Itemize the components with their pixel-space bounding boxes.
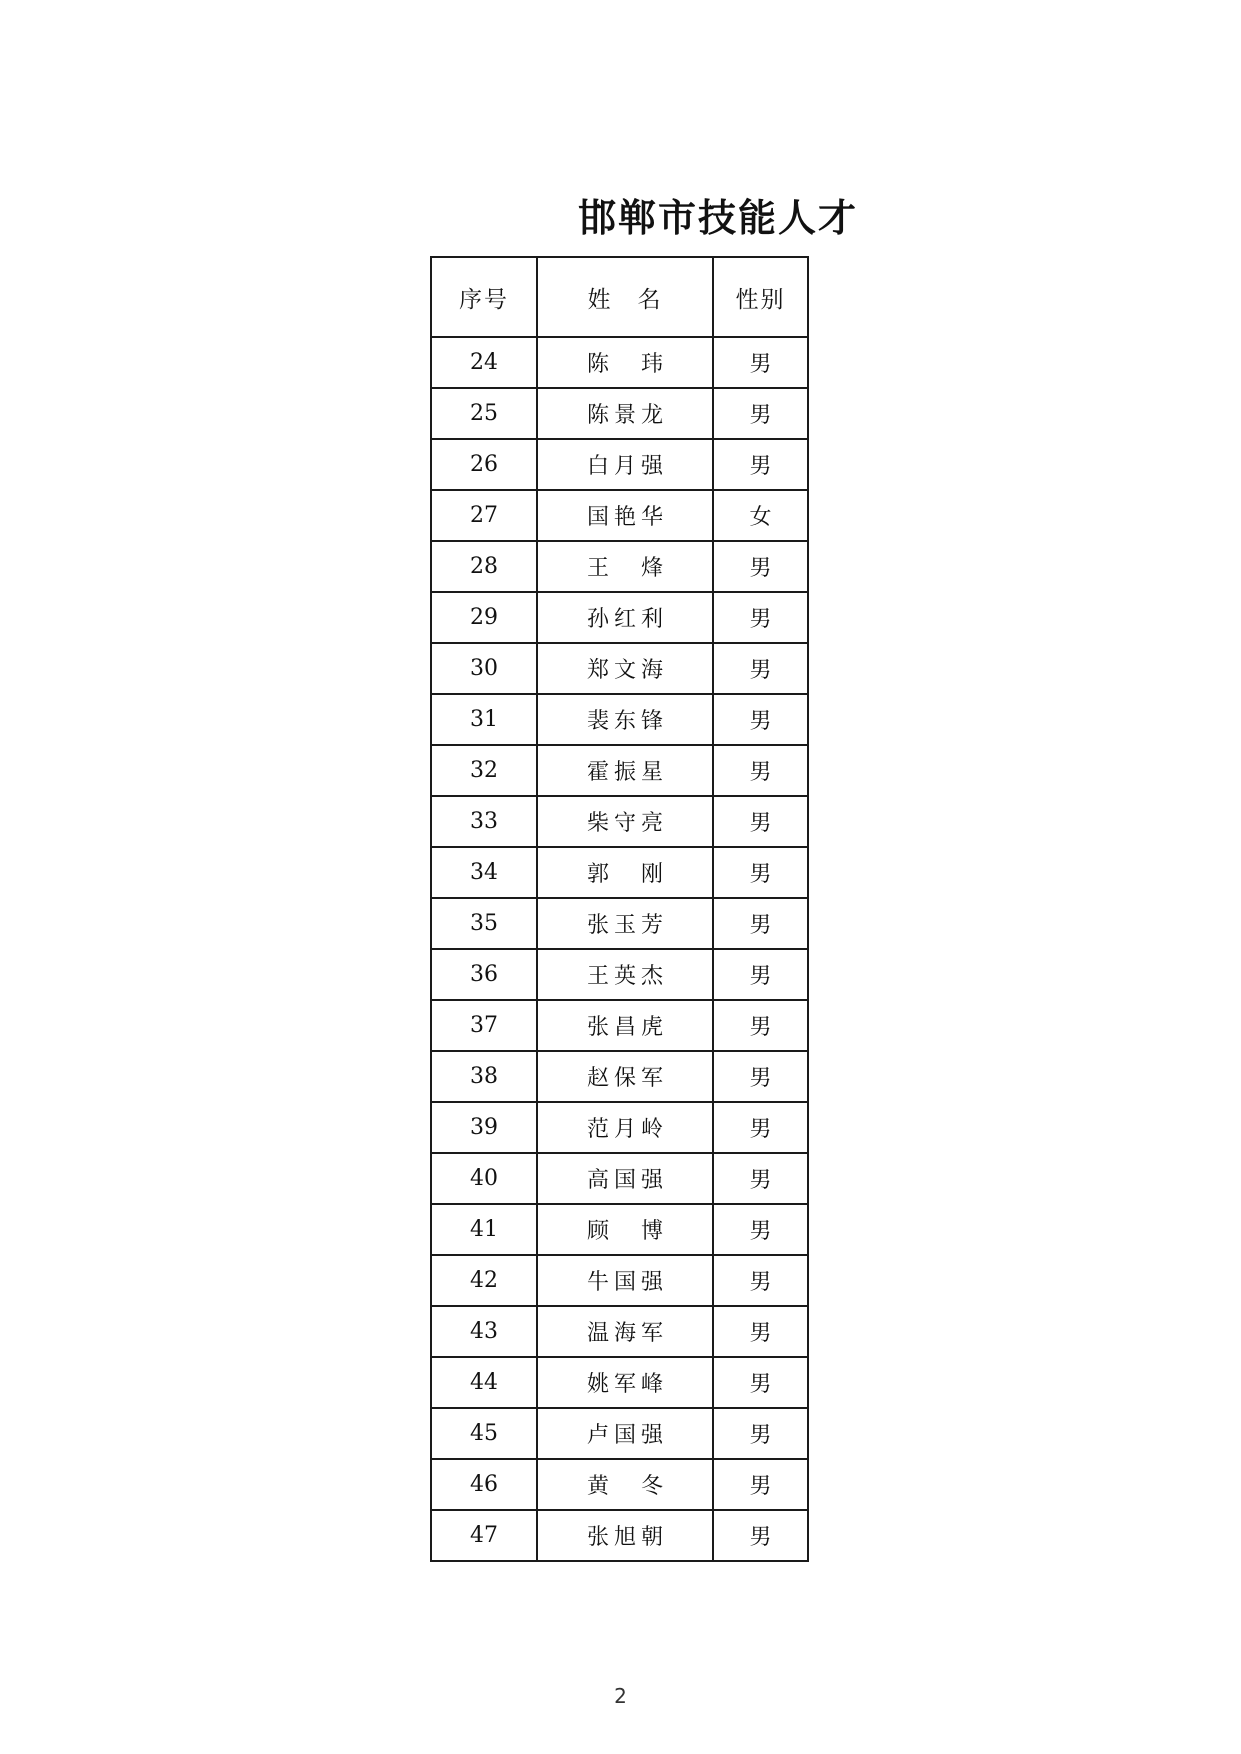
cell-name: 郑文海: [537, 643, 713, 694]
table-row: [431, 1000, 808, 1051]
table-row: [431, 1357, 808, 1408]
document-title: 邯郸市技能人才: [578, 196, 859, 240]
cell-seq: 38: [431, 1051, 537, 1102]
cell-name: 陈 玮: [537, 337, 713, 388]
document-title-region: [578, 190, 859, 250]
cell-gender: 男: [713, 1357, 808, 1408]
table-row: [431, 694, 808, 745]
cell-seq: 46: [431, 1459, 537, 1510]
cell-gender: 男: [713, 1051, 808, 1102]
cell-seq: 24: [431, 337, 537, 388]
cell-name: 孙红利: [537, 592, 713, 643]
table-row: [431, 439, 808, 490]
table-row: [431, 1102, 808, 1153]
page-number: 2: [614, 1684, 627, 1708]
cell-seq: 29: [431, 592, 537, 643]
cell-name: 王 烽: [537, 541, 713, 592]
table-row: [431, 847, 808, 898]
cell-seq: 30: [431, 643, 537, 694]
cell-gender: 男: [713, 898, 808, 949]
table-row: [431, 745, 808, 796]
cell-gender: 男: [713, 388, 808, 439]
table-row: [431, 1204, 808, 1255]
cell-name: 白月强: [537, 439, 713, 490]
cell-seq: 44: [431, 1357, 537, 1408]
roster-table: [430, 256, 809, 1562]
table-row: [431, 1510, 808, 1561]
cell-name: 卢国强: [537, 1408, 713, 1459]
table-row: [431, 1306, 808, 1357]
cell-gender: 男: [713, 1306, 808, 1357]
cell-name: 张昌虎: [537, 1000, 713, 1051]
table-row: [431, 388, 808, 439]
cell-name: 国艳华: [537, 490, 713, 541]
cell-seq: 25: [431, 388, 537, 439]
cell-gender: 男: [713, 1000, 808, 1051]
cell-gender: 男: [713, 694, 808, 745]
cell-name: 王英杰: [537, 949, 713, 1000]
cell-name: 顾 博: [537, 1204, 713, 1255]
cell-name: 黄 冬: [537, 1459, 713, 1510]
table-row: [431, 796, 808, 847]
cell-seq: 28: [431, 541, 537, 592]
table-row: [431, 592, 808, 643]
cell-seq: 37: [431, 1000, 537, 1051]
cell-seq: 47: [431, 1510, 537, 1561]
cell-gender: 男: [713, 337, 808, 388]
cell-name: 柴守亮: [537, 796, 713, 847]
table-header-row: [431, 257, 808, 337]
cell-name: 高国强: [537, 1153, 713, 1204]
cell-gender: 男: [713, 1102, 808, 1153]
cell-seq: 34: [431, 847, 537, 898]
cell-gender: 男: [713, 1255, 808, 1306]
cell-gender: 男: [713, 1153, 808, 1204]
cell-seq: 35: [431, 898, 537, 949]
cell-name: 裴东锋: [537, 694, 713, 745]
cell-gender: 男: [713, 1204, 808, 1255]
table-row: [431, 1153, 808, 1204]
table-row: [431, 643, 808, 694]
cell-name: 赵保军: [537, 1051, 713, 1102]
cell-seq: 31: [431, 694, 537, 745]
cell-seq: 40: [431, 1153, 537, 1204]
cell-name: 张玉芳: [537, 898, 713, 949]
cell-seq: 26: [431, 439, 537, 490]
header-seq: 序号: [431, 257, 537, 337]
header-name: 姓 名: [537, 257, 713, 337]
table-row: [431, 1051, 808, 1102]
cell-gender: 男: [713, 643, 808, 694]
table-row: [431, 898, 808, 949]
cell-gender: 男: [713, 439, 808, 490]
cell-name: 温海军: [537, 1306, 713, 1357]
cell-gender: 男: [713, 745, 808, 796]
cell-gender: 女: [713, 490, 808, 541]
table-body: [431, 337, 808, 1561]
table-row: [431, 1408, 808, 1459]
cell-name: 郭 刚: [537, 847, 713, 898]
header-gender: 性别: [713, 257, 808, 337]
cell-seq: 41: [431, 1204, 537, 1255]
cell-gender: 男: [713, 1510, 808, 1561]
cell-gender: 男: [713, 592, 808, 643]
table-row: [431, 541, 808, 592]
cell-name: 牛国强: [537, 1255, 713, 1306]
cell-seq: 39: [431, 1102, 537, 1153]
table-row: [431, 949, 808, 1000]
cell-gender: 男: [713, 1459, 808, 1510]
cell-gender: 男: [713, 949, 808, 1000]
cell-name: 霍振星: [537, 745, 713, 796]
cell-name: 范月岭: [537, 1102, 713, 1153]
table-row: [431, 337, 808, 388]
table-row: [431, 490, 808, 541]
cell-seq: 27: [431, 490, 537, 541]
table-row: [431, 1255, 808, 1306]
cell-name: 姚军峰: [537, 1357, 713, 1408]
table-row: [431, 1459, 808, 1510]
cell-seq: 43: [431, 1306, 537, 1357]
cell-name: 陈景龙: [537, 388, 713, 439]
cell-gender: 男: [713, 796, 808, 847]
cell-name: 张旭朝: [537, 1510, 713, 1561]
cell-gender: 男: [713, 541, 808, 592]
cell-seq: 42: [431, 1255, 537, 1306]
cell-seq: 45: [431, 1408, 537, 1459]
cell-seq: 36: [431, 949, 537, 1000]
cell-gender: 男: [713, 1408, 808, 1459]
cell-seq: 33: [431, 796, 537, 847]
cell-seq: 32: [431, 745, 537, 796]
cell-gender: 男: [713, 847, 808, 898]
